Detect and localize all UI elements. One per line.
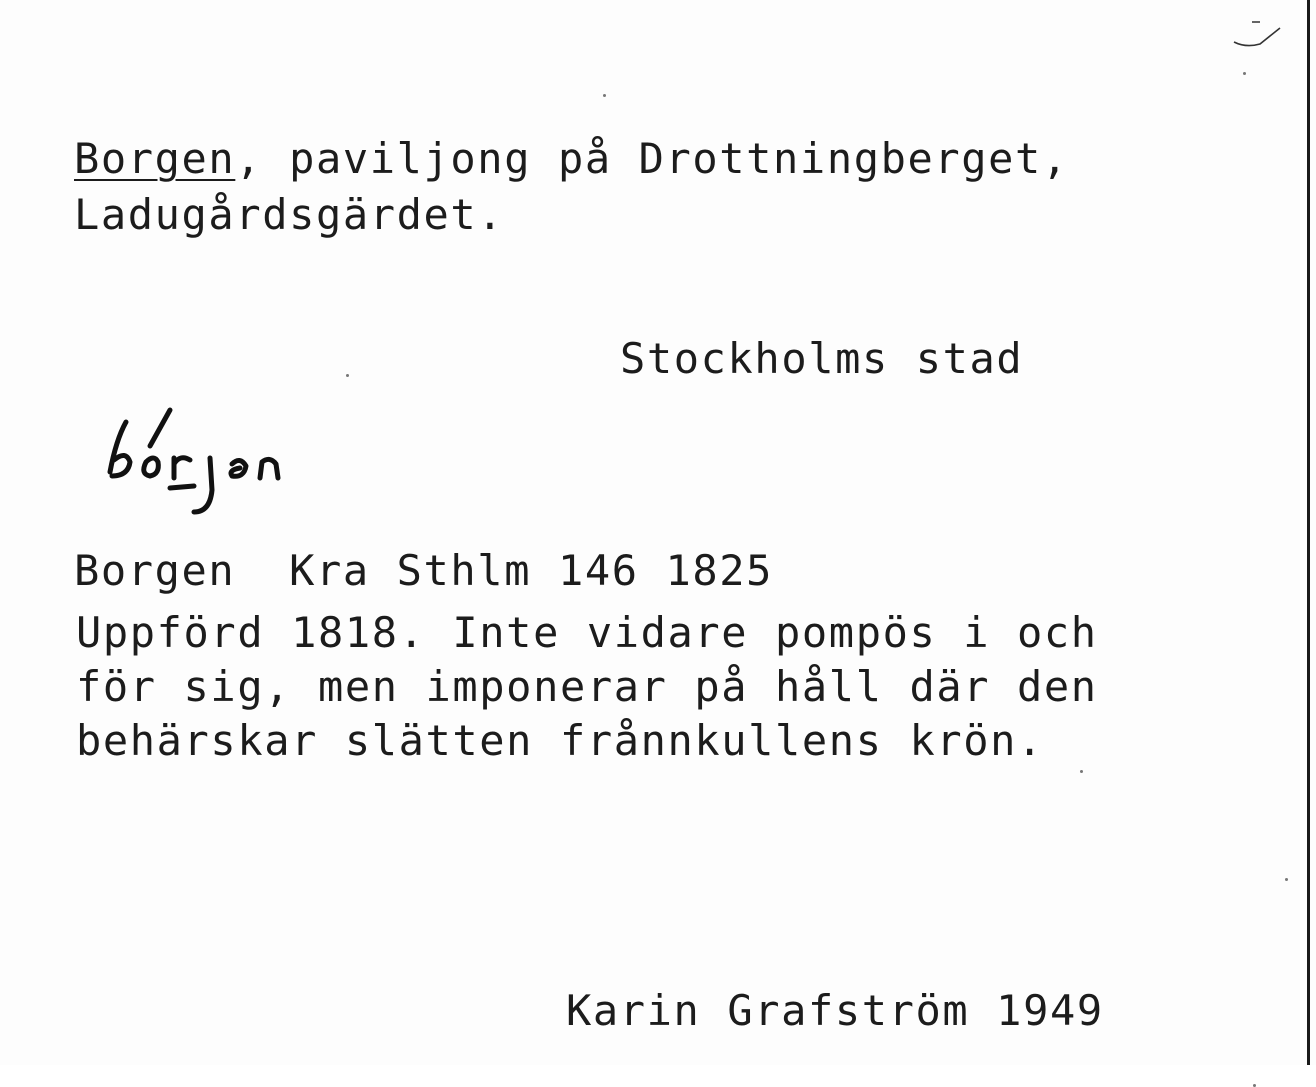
heading-rest: , paviljong på Drottningberget, bbox=[235, 134, 1069, 183]
scan-speck bbox=[1080, 770, 1083, 773]
reference-line bbox=[74, 546, 774, 595]
reference-name: Borgen bbox=[74, 546, 236, 595]
heading-line-1 bbox=[74, 134, 1069, 183]
description-line-1: Uppförd 1818. Inte vidare pompös i och bbox=[76, 608, 1098, 657]
scan-speck bbox=[346, 374, 349, 377]
signature: Karin Grafström 1949 bbox=[566, 986, 1104, 1035]
heading-name: Borgen bbox=[74, 134, 236, 183]
reference-source: Kra Sthlm 146 1825 bbox=[289, 546, 774, 595]
location: Stockholms stad bbox=[620, 334, 1024, 383]
heading-line-2: Ladugårdsgärdet. bbox=[74, 190, 505, 239]
description-line-2: för sig, men imponerar på håll där den bbox=[76, 662, 1098, 711]
scan-speck bbox=[1285, 878, 1288, 881]
handwritten-pronunciation bbox=[100, 400, 320, 530]
scan-speck bbox=[603, 94, 606, 97]
corner-mark bbox=[1232, 18, 1302, 58]
card-edge bbox=[1307, 0, 1310, 1065]
description-line-3: behärskar slätten frånnkullens krön. bbox=[76, 716, 1044, 765]
scan-speck bbox=[1243, 72, 1246, 75]
